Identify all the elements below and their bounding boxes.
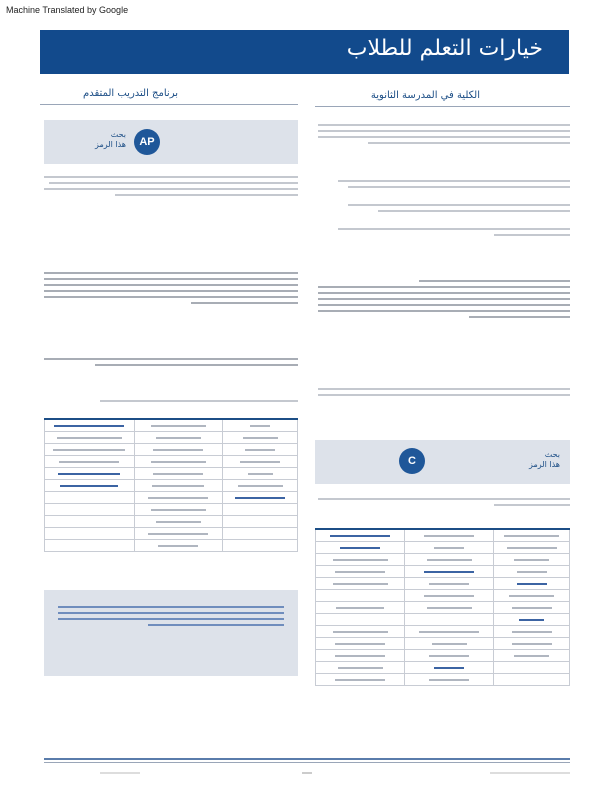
table-row bbox=[45, 528, 298, 540]
table-row bbox=[316, 590, 570, 602]
footer-right bbox=[490, 768, 570, 778]
ap-paragraph-3 bbox=[44, 354, 298, 370]
ap-note-text bbox=[58, 602, 284, 630]
table-row bbox=[45, 444, 298, 456]
machine-translated-label: Machine Translated by Google bbox=[6, 5, 129, 15]
table-row bbox=[45, 504, 298, 516]
table-row bbox=[316, 674, 570, 686]
table-row bbox=[316, 566, 570, 578]
cis-panel-title-line1: بحث bbox=[544, 450, 560, 459]
title-banner bbox=[40, 30, 569, 74]
ap-logo-icon: AP bbox=[134, 129, 160, 155]
table-row bbox=[45, 480, 298, 492]
table-row bbox=[316, 602, 570, 614]
table-row bbox=[316, 662, 570, 674]
cis-paragraph-4 bbox=[318, 384, 570, 400]
page-title: خيارات التعلم للطلاب bbox=[346, 36, 543, 61]
ap-heading: برنامج التدريب المتقدم bbox=[83, 88, 178, 99]
table-row bbox=[316, 626, 570, 638]
cis-paragraph-3 bbox=[318, 276, 570, 322]
cis-paragraph-2 bbox=[318, 176, 570, 192]
table-row bbox=[316, 638, 570, 650]
table-row bbox=[316, 578, 570, 590]
ap-table-caption bbox=[100, 396, 298, 406]
footer-page-number bbox=[302, 768, 312, 778]
ap-paragraph-1 bbox=[44, 172, 298, 200]
footer-rule bbox=[44, 758, 570, 760]
table-row bbox=[316, 650, 570, 662]
table-row bbox=[45, 540, 298, 552]
table-row bbox=[45, 419, 298, 432]
cis-panel-title-line2: هذا الرمز bbox=[529, 460, 560, 469]
ap-note-panel bbox=[44, 590, 298, 676]
table-row bbox=[316, 614, 570, 626]
ap-panel-title-line2: هذا الرمز bbox=[95, 140, 126, 149]
table-row bbox=[316, 542, 570, 554]
table-row bbox=[45, 492, 298, 504]
table-row bbox=[316, 529, 570, 542]
table-row bbox=[316, 554, 570, 566]
ap-table bbox=[44, 418, 298, 552]
footer-left bbox=[100, 768, 140, 778]
table-row bbox=[45, 468, 298, 480]
ap-search-panel bbox=[44, 120, 298, 164]
cis-search-panel bbox=[315, 440, 570, 484]
cis-paragraph-1 bbox=[318, 120, 570, 148]
cis-table bbox=[315, 528, 570, 686]
cis-heading: الكلية في المدرسة الثانوية bbox=[370, 90, 480, 101]
cis-graduate-icon: C bbox=[399, 448, 425, 474]
cis-bullets bbox=[318, 200, 570, 240]
table-row bbox=[45, 516, 298, 528]
ap-heading-rule bbox=[40, 104, 298, 105]
cis-heading-rule bbox=[315, 106, 570, 107]
ap-panel-title-line1: بحث bbox=[110, 130, 126, 139]
table-row bbox=[45, 456, 298, 468]
cis-table-caption bbox=[318, 494, 570, 510]
ap-paragraph-2 bbox=[44, 268, 298, 308]
table-row bbox=[45, 432, 298, 444]
footer-rule-thin bbox=[44, 762, 570, 763]
